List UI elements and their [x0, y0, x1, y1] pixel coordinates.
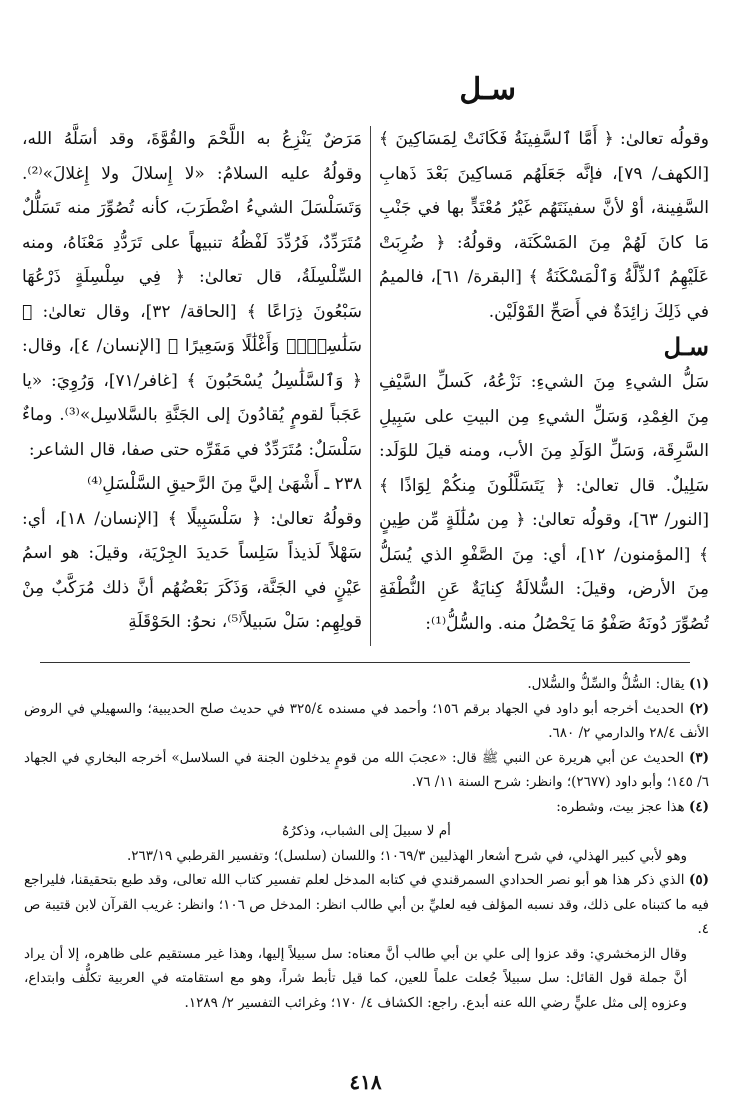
footnote: [24, 795, 709, 820]
right-column-paragraph-1: وقولُه تعالىٰ: ﴿ أَمَّا ٱلسَّفِينَةُ فَكَانَتْ لِمَسَاكِينَ ﴾ [الكهف/ ٧٩]، فإنَّه جَعَلَهُم مَساكِينَ بَعْدَ ذَهابِ السَّفِينة، أوْ لأنَّ سفينَتَهُم غَيْرُ مُعْتَدٍّ بها في جَنْبِ مَا كانَ لَهُمْ مِنَ المَسْكَنَة، وقولُهُ: ﴿ ضُرِبَتْ عَلَيْهِمُ ٱلذِّلَّةُ وَٱلْمَسْكَنَةُ ﴾ [البقرة/ ٦١]، فالميمُ في ذَلِكَ زائِدَةٌ في أَصَحِّ القَوْلَيْن.: [379, 129, 709, 322]
footnote: [24, 868, 709, 942]
footnote: [24, 746, 709, 795]
footnote-number: (٥): [688, 872, 709, 888]
footnote-text: يقال: السُّلُّ والسِّلُّ والسُّلال.: [527, 676, 685, 692]
footnotes-section: [24, 672, 709, 1057]
left-column: [22, 122, 362, 652]
footnote-text: وهو لأبي كبير الهذلي، في شرح أشعار الهذليين ١٠٦٩/٣؛ واللسان (سلسل)؛ وتفسير القرطبي ٢٦٣/١٩.: [126, 847, 687, 864]
left-column-paragraph-2: وقولُهُ تعالىٰ: ﴿ سَلْسَبِيلًا ﴾ [الإنسان/ ١٨]، أي: سَهْلاً لَذيذاً سَلِساً حَديدَ الجِرْيَة، وقيلَ: هو اسمُ عَيْنٍ في الجَنَّة، وَذَكَرَ بَعْضُهُم أنَّ ذلك مُرَكَّبٌ مِنْ قولِهِم: سَلْ سَبيلاً⁽⁵⁾، نحوُ: الحَوْقَلَةِ: [22, 508, 362, 632]
footnote-text: وقال الزمخشري: وقد عزوا إلى علي بن أبي طالب أنَّ معناه: سل سبيلاً إليها، وهذا غير مستقيم على ظاهره، إلا أن يراد أنَّ جملة قول القائل: سل سبيلاً جُعلت علماً للعين، كما قيل تأبط شراً، وهو مع استقامته في العربية تكلُّف وابتداع، وعزوه إلى مثل عليٍّ رضي الله عنه أبدع. راجع: الكشاف ٤/ ١٧٠؛ وغرائب التفسير ٢/ ١٢٨٩.: [24, 945, 687, 1011]
page-header-root: سـل: [459, 72, 516, 107]
footnote-verse: [24, 819, 709, 844]
footnote-text: الحديث أخرجه أبو داود في الجهاد برقم ١٥٦؛ وأحمد في مسنده ٣٢٥/٤ في حديث صلح الحديبية؛ والسهيلي في الروض الأنف ٢٨/٤ والدارمي ٢/ ٦٨٠.: [24, 700, 709, 741]
right-column-paragraph-2: سَلُّ الشيءِ مِنَ الشيءِ: نَزْعُهُ، كَسلِّ السَّيْفِ مِنَ الغِمْدِ، وَسَلِّ الشيءِ مِن البيتِ على سَبِيلِ السَّرِقَة، وَسَلِّ الوَلَدِ مِنَ الأب، ومنه قيلَ للوَلَد: سَلِيلٌ. قال تعالىٰ: ﴿ يَتَسَلَّلُونَ مِنكُمْ لِوَاذًا ﴾ [النور/ ٦٣]، وقولُه تعالىٰ: ﴿ مِن سُلَٰلَةٍ مِّن طِينٍ ﴾ [المؤمنون/ ١٢]، أي: مِنَ الصَّفْوِ الذي يُسَلُّ مِنَ الأرض، وقيلَ: السُّلالَةُ كِنايَةٌ عَنِ النُّطْفَةِ تُصُوِّرَ دُونَهُ صَفْوُ مَا يَحْصُلُ منه. والسُّلُّ⁽¹⁾:: [379, 372, 709, 634]
footnote-text: الحديث عن أبي هريرة عن النبي ﷺ قال: «عجبَ الله من قومٍ يدخلون الجنة في السلاسل» أخرجه البخاري في الجهاد ٦/ ١٤٥؛ وأبو داود (٢٦٧٧)؛ وانظر: شرح السنة ١١/ ٧٦.: [24, 749, 709, 790]
footnote: [24, 672, 709, 697]
footnote-text: الذي ذكر هذا هو أبو نصر الحدادي السمرقندي في كتابه المدخل لعلم تفسير كتاب الله تعالى، وقد طبع بتحقيقنا، فليراجع فيه ما كتبناه على ذلك، وقد نسبه المؤلف فيه لعليِّ بن أبي طالب انظر: المدخل ص ١٠٦؛ وانظر: غريب القرآن لابن قتيبة ص ٤.: [24, 872, 709, 937]
page-number: ٤١٨: [349, 1070, 382, 1094]
footnote: [24, 697, 709, 746]
entry-heading: سـل: [663, 332, 709, 361]
footnote-separator: [40, 662, 690, 663]
column-divider: [370, 126, 371, 646]
left-column-paragraph-1: مَرَضٌ يَنْزِعُ به اللَّحْمَ والقُوَّةَ، وقد أسَلَّهُ الله، وقولُهُ عليه السلامُ: «لا إِسلالَ ولا إِغلالَ»⁽²⁾. وَتَسَلْسَلَ الشيءُ اضْطَرَبَ، كأنه تُصُوِّرَ منه تَسَلُّلٌ مُتَرَدِّدٌ، فَرُدِّدَ لَفْظُهُ تنبيهاً على تَرَدُّدِ مَعْنَاهُ، ومنه السِّلْسِلَةُ، قال تعالىٰ: ﴿ فِي سِلْسِلَةٍ ذَرْعُهَا سَبْعُونَ ذِرَاعًا ﴾ [الحاقة/ ٣٢]، وقال تعالىٰ: ﴿ سَلَٰسِلَا۟ وَأَغْلَٰلًا وَسَعِيرًا ﴾ [الإنسان/ ٤]، وقال: ﴿ وَٱلسَّلَٰسِلُ يُسْحَبُونَ ﴾ [غافر/٧١]، وَرُوِيَ: «يا عَجَباً لقومٍ يُقادُونَ إلى الجَنَّةِ بالسَّلاسِل»⁽³⁾. وماءٌ سَلْسَلٌ: مُتَرَدِّدٌ في مَقَرِّه حتى صفا، قال الشاعر:: [22, 129, 362, 460]
right-column: [379, 122, 709, 652]
footnote-continuation: [24, 942, 709, 1016]
footnote-number: (١): [688, 676, 709, 692]
footnote-number: (٣): [688, 749, 709, 766]
footnote-text: أم لا سبيلَ إلى الشباب، وذكرُهُ: [282, 823, 451, 839]
footnote-text: هذا عجز بيت، وشطره:: [556, 798, 685, 815]
footnote-number: (٤): [688, 798, 709, 815]
poetry-verse: ٢٣٨ ـ أَشْهَىٰ إليَّ مِنَ الرَّحيقِ السَّلْسَلِ⁽⁴⁾: [87, 474, 362, 494]
footnote-continuation: [24, 844, 709, 869]
footnote-number: (٢): [688, 700, 709, 717]
